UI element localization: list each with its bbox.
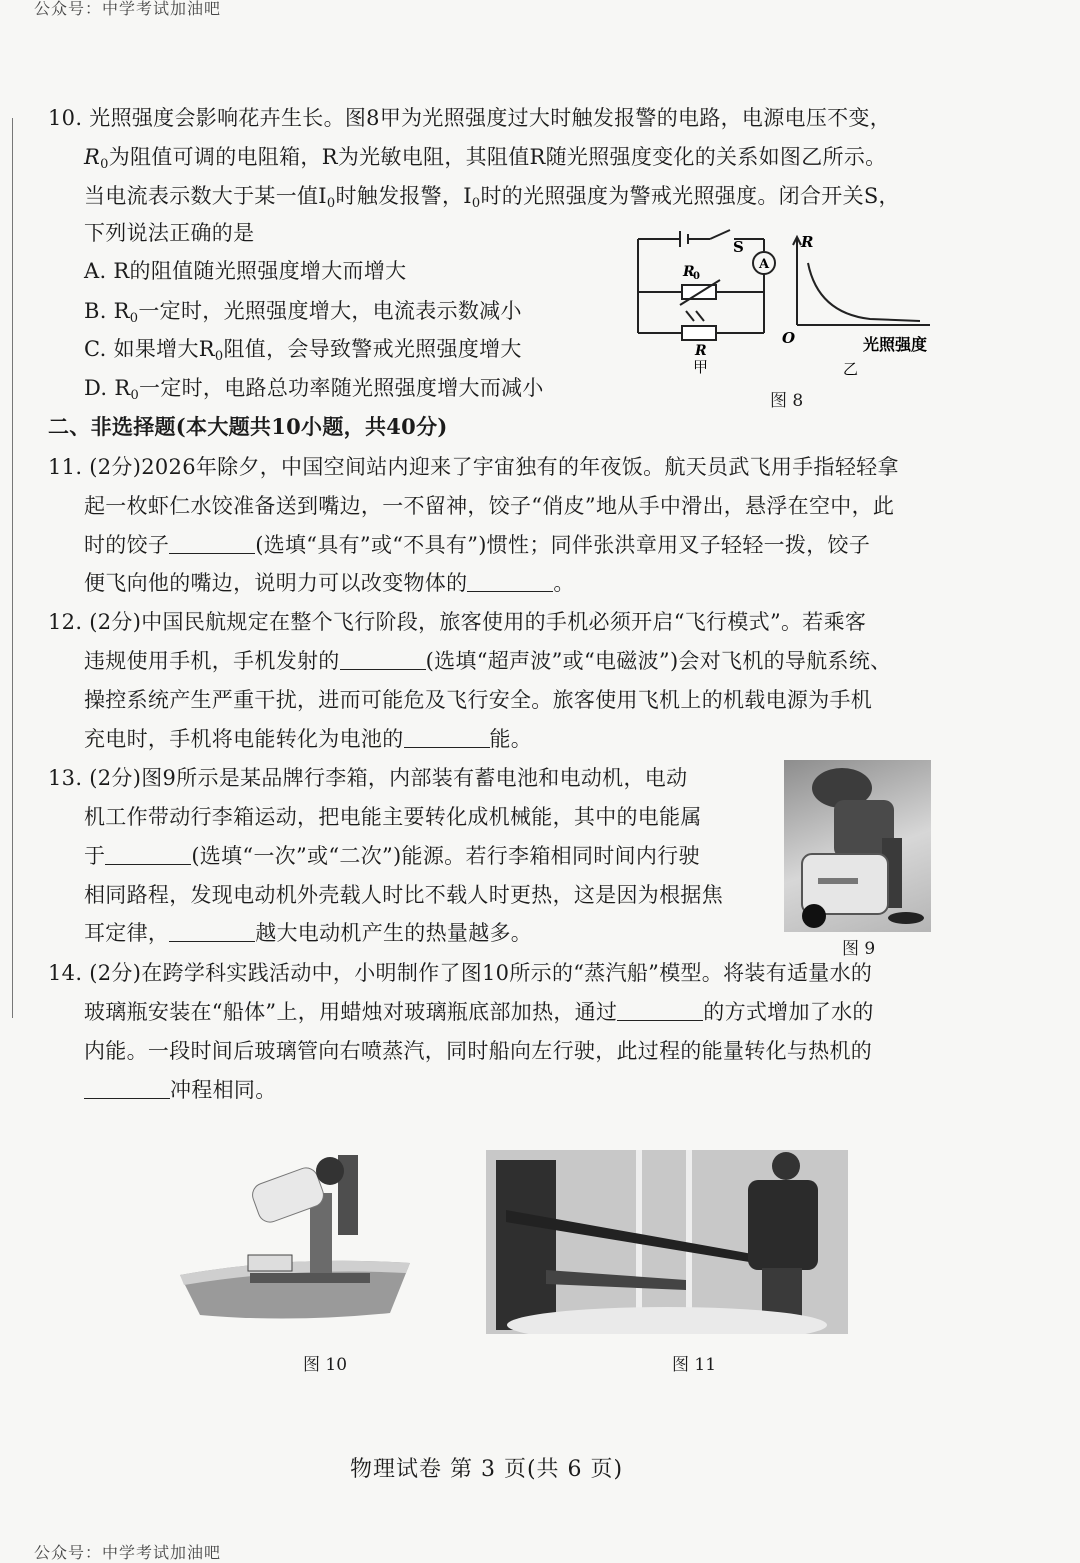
switch-label: S	[733, 238, 744, 256]
answer-blank	[617, 1000, 703, 1021]
q11-line-1: 11. (2分)2026年除夕，中国空间站内迎来了宇宙独有的年夜饭。航天员武飞用手指轻轻拿	[48, 455, 899, 479]
q14-line-2: 玻璃瓶安装在“船体”上，用蜡烛对玻璃瓶底部加热，通过 的方式增加了水的	[84, 1000, 874, 1024]
watermark-top: 公众号：中学考试加油吧	[34, 0, 222, 18]
figure-10-photo	[170, 1145, 420, 1325]
q10-option-c: C. 如果增大$R_0$阻值，会导致警戒光照强度增大	[84, 337, 522, 364]
yi-label: 乙	[843, 360, 859, 378]
q10-line-3: 当电流表示数大于某一值$I_0$时触发报警，$I_0$时的光照强度为警戒光照强度。闭合开关S，	[84, 184, 900, 211]
q10-option-b: B. $R_0$一定时，光照强度增大，电流表示数减小	[84, 299, 522, 326]
q14-line-1: 14. (2分)在跨学科实践活动中，小明制作了图10所示的“蒸汽船”模型。将装有适量水的	[48, 961, 873, 985]
figure-11-photo	[486, 1150, 848, 1334]
switch-s	[710, 230, 730, 239]
answer-blank	[169, 921, 255, 942]
q10-option-a: A. R的阻值随光照强度增大而增大	[84, 259, 407, 283]
r0-label: R	[683, 264, 695, 280]
resistance-graph	[793, 237, 930, 325]
q13-line-5: 耳定律， 越大电动机产生的热量越多。	[84, 921, 533, 945]
r0-subscript: 0	[693, 271, 700, 282]
q10-option-d: D. $R_0$一定时，电路总功率随光照强度增大而减小	[84, 376, 544, 403]
answer-blank	[340, 649, 426, 670]
q11-line-3: 时的饺子 (选填“具有”或“不具有”)惯性；同伴张洪章用叉子轻轻一拨，饺子	[84, 533, 871, 557]
circuit-diagram	[638, 230, 775, 340]
answer-blank	[105, 844, 191, 865]
figure-11-caption: 图 11	[672, 1355, 717, 1375]
q10-line-2: $R_0$为阻值可调的电阻箱，R为光敏电阻，其阻值R随光照强度变化的关系如图乙所示。	[84, 145, 887, 172]
figure-8-caption: 图 8	[770, 391, 804, 411]
q13-line-2: 机工作带动行李箱运动，把电能主要转化成机械能，其中的电能属	[84, 805, 702, 829]
watermark-bottom: 公众号：中学考试加油吧	[34, 1543, 222, 1562]
q13-line-3: 于 (选填“一次”或“二次”)能源。若行李箱相同时间内行驶	[84, 844, 700, 868]
q11-line-2: 起一枚虾仁水饺准备送到嘴边，一不留神，饺子“俏皮”地从手中滑出，悬浮在空中，此	[84, 494, 895, 518]
answer-blank	[84, 1078, 170, 1099]
q12-line-3: 操控系统产生严重干扰，进而可能危及飞行安全。旅客使用飞机上的机载电源为手机	[84, 688, 873, 712]
photoresistor-r	[682, 326, 716, 340]
q10-line-1: 10. 光照强度会影响花卉生长。图8甲为光照强度过大时触发报警的电路，电源电压不变，	[48, 106, 892, 130]
graph-x-label: 光照强度	[863, 335, 928, 354]
q13-line-4: 相同路程，发现电动机外壳载人时比不载人时更热，这是因为根据焦	[84, 883, 723, 907]
section-2-heading: 二、非选择题(本大题共10小题，共40分)	[48, 414, 448, 439]
answer-blank	[169, 533, 255, 554]
q12-line-1: 12. (2分)中国民航规定在整个飞行阶段，旅客使用的手机必须开启“飞行模式”。若乘客	[48, 610, 867, 634]
r-label: R	[695, 343, 707, 359]
page-footer: 物理试卷 第 3 页(共 6 页)	[350, 1457, 624, 1482]
graph-y-label: R	[801, 233, 814, 251]
answer-blank	[467, 571, 553, 592]
q11-line-4: 便飞向他的嘴边，说明力可以改变物体的 。	[84, 571, 575, 595]
ammeter-label: A	[759, 257, 770, 272]
q12-line-2: 违规使用手机，手机发射的 (选填“超声波”或“电磁波”)会对飞机的导航系统、	[84, 649, 892, 673]
figure-8-diagram	[630, 225, 940, 385]
graph-origin: O	[782, 329, 796, 347]
q13-line-1: 13. (2分)图9所示是某品牌行李箱，内部装有蓄电池和电动机，电动	[48, 766, 688, 790]
q12-line-4: 充电时，手机将电能转化为电池的 能。	[84, 727, 533, 751]
figure-9-caption: 图 9	[842, 939, 876, 959]
jia-label: 甲	[693, 358, 709, 376]
figure-9-photo	[784, 760, 931, 932]
q14-line-3: 内能。一段时间后玻璃管向右喷蒸汽，同时船向左行驶，此过程的能量转化与热机的	[84, 1039, 873, 1063]
q10-line-4: 下列说法正确的是	[84, 221, 255, 245]
answer-blank	[404, 727, 490, 748]
figure-10-caption: 图 10	[303, 1355, 348, 1375]
margin-line	[12, 118, 13, 1018]
q14-line-4: 冲程相同。	[84, 1075, 277, 1105]
